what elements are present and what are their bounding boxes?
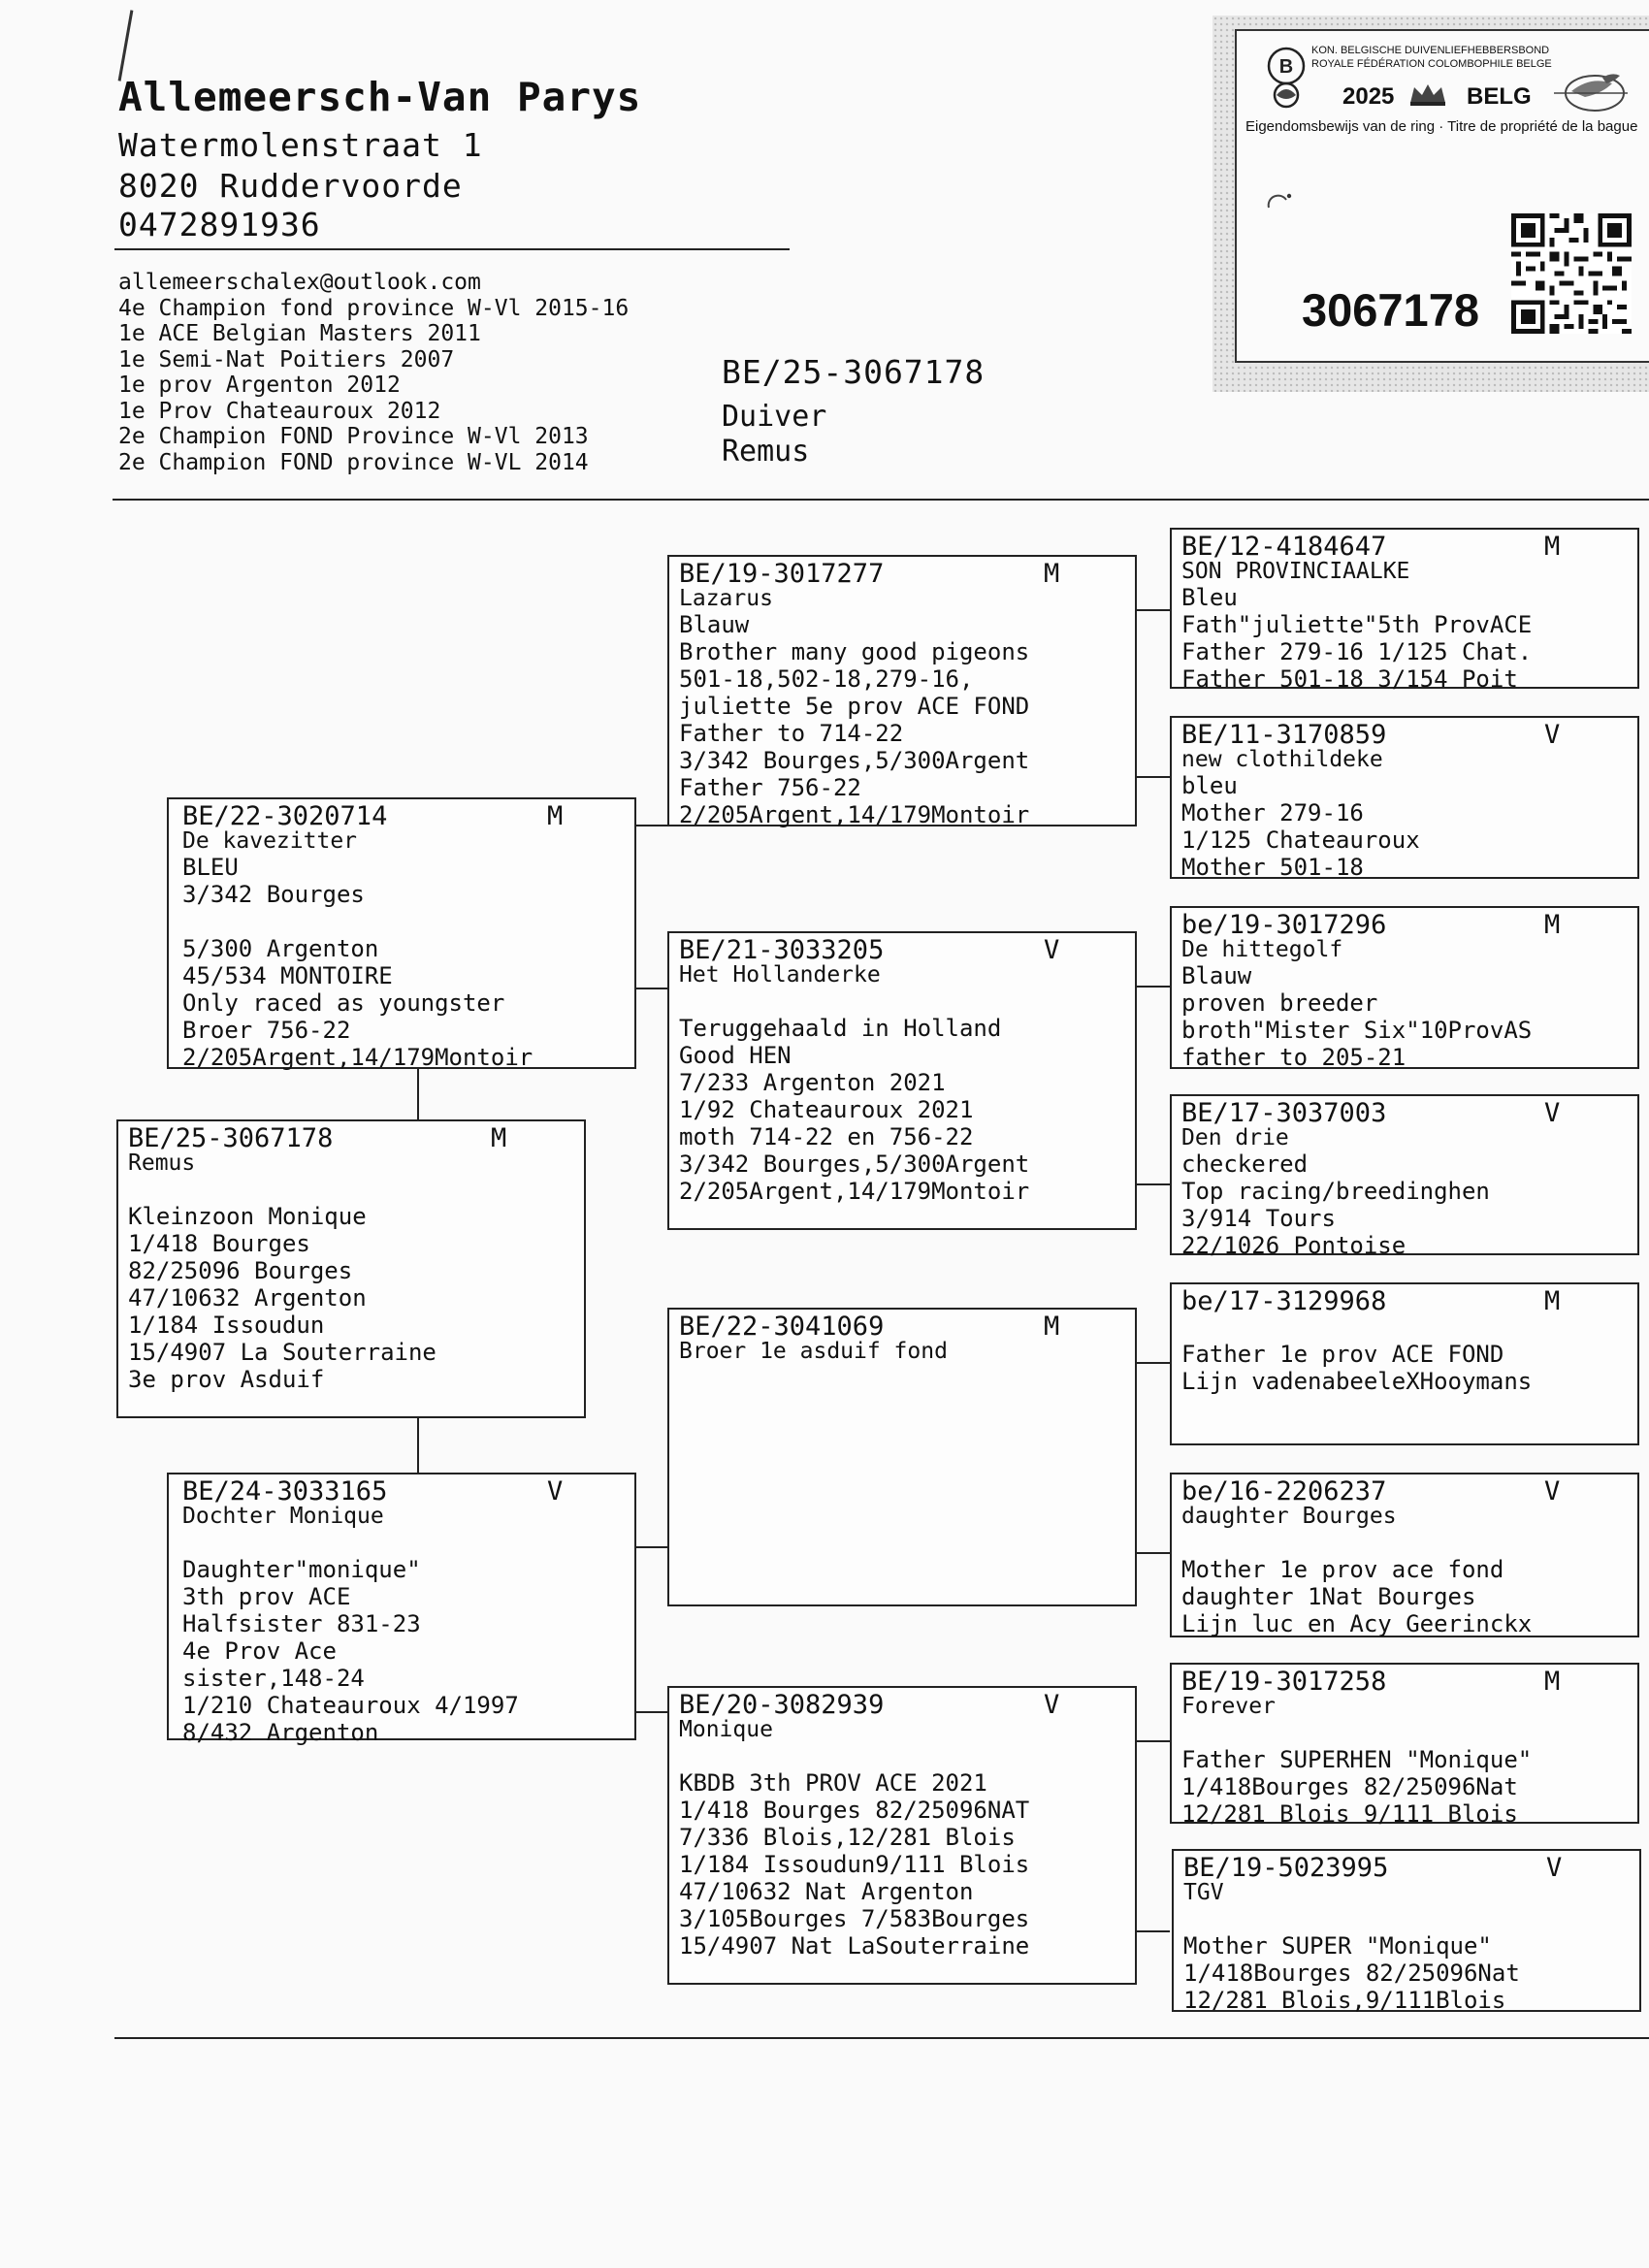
info-line: 1/125 Chateauroux bbox=[1181, 826, 1420, 854]
breeder-email: allemeerschalex@outlook.com bbox=[118, 270, 481, 295]
breeder-city: 8020 Ruddervoorde bbox=[118, 167, 463, 205]
info-line: 5/300 Argenton bbox=[182, 935, 379, 962]
info-line: 1/418Bourges 82/25096Nat bbox=[1183, 1960, 1520, 1987]
sex-marker: V bbox=[1544, 1476, 1561, 1507]
header-divider bbox=[114, 248, 790, 250]
info-line: 8/432 Argenton bbox=[182, 1719, 379, 1746]
sex-marker: M bbox=[1544, 910, 1561, 940]
info-line: 3/342 Bourges bbox=[182, 881, 365, 908]
ring-number: BE/17-3037003 bbox=[1181, 1098, 1387, 1128]
ring-number: be/19-3017296 bbox=[1181, 910, 1387, 940]
ring-number: BE/11-3170859 bbox=[1181, 720, 1387, 750]
sex-marker: M bbox=[491, 1123, 507, 1153]
pedigree-box-ggp-6 bbox=[1170, 1473, 1639, 1637]
info-line: KBDB 3th PROV ACE 2021 bbox=[679, 1769, 987, 1797]
ring-number: BE/21-3033205 bbox=[679, 935, 885, 965]
breeder-name: Allemeersch-Van Parys bbox=[118, 74, 642, 120]
info-line: Blauw bbox=[679, 611, 750, 638]
info-line: Father to 714-22 bbox=[679, 720, 904, 747]
sex-marker: M bbox=[1044, 1312, 1060, 1342]
kbdb-logo-icon bbox=[1263, 45, 1310, 109]
sex-marker: V bbox=[1044, 1690, 1060, 1720]
info-line: daughter 1Nat Bourges bbox=[1181, 1583, 1476, 1610]
breeder-phone: 0472891936 bbox=[118, 206, 321, 243]
info-line bbox=[128, 1176, 574, 1203]
bird-name: TGV bbox=[1183, 1880, 1224, 1905]
info-line: Top racing/breedinghen bbox=[1181, 1178, 1490, 1205]
ring-number: BE/22-3041069 bbox=[679, 1312, 885, 1342]
ring-number: BE/12-4184647 bbox=[1181, 532, 1387, 562]
info-line: 1/418 Bourges bbox=[128, 1230, 310, 1257]
ring-org-dutch: KON. BELGISCHE DUIVENLIEFHEBBERSBOND bbox=[1311, 45, 1550, 56]
ring-number: BE/19-3017277 bbox=[679, 559, 885, 589]
pedigree-top-divider bbox=[113, 499, 1649, 501]
info-line: 2/205Argent,14/179Montoir bbox=[679, 801, 1030, 828]
ring-org-french: ROYALE FÉDÉRATION COLOMBOPHILE BELGE bbox=[1311, 58, 1552, 70]
info-line: 1/418Bourges 82/25096Nat bbox=[1181, 1773, 1518, 1800]
info-line: 3/105Bourges 7/583Bourges bbox=[679, 1905, 1030, 1932]
pedigree-box-sire-sire bbox=[667, 555, 1137, 826]
info-line bbox=[1181, 1719, 1628, 1746]
info-line: 15/4907 Nat LaSouterraine bbox=[679, 1932, 1030, 1960]
info-line: 4e Prov Ace bbox=[182, 1637, 337, 1665]
info-line: 3/914 Tours bbox=[1181, 1205, 1336, 1232]
pedigree-bottom-divider bbox=[114, 2037, 1649, 2039]
info-line: checkered bbox=[1181, 1150, 1309, 1178]
pigeon-name: Remus bbox=[722, 435, 810, 469]
qr-code-icon bbox=[1511, 213, 1632, 334]
ring-number: BE/20-3082939 bbox=[679, 1690, 885, 1720]
ring-certificate-number: 3067178 bbox=[1302, 284, 1479, 336]
pedigree-box-ggp-5 bbox=[1170, 1282, 1639, 1445]
pedigree-box-ggp-8 bbox=[1172, 1849, 1641, 2012]
connector-line bbox=[1137, 1740, 1170, 1742]
bird-name: Forever bbox=[1181, 1694, 1276, 1719]
bird-name: SON PROVINCIAALKE bbox=[1181, 559, 1410, 584]
info-line: Good HEN bbox=[679, 1042, 792, 1069]
info-line: moth 714-22 en 756-22 bbox=[679, 1123, 974, 1150]
sex-marker: V bbox=[1044, 935, 1060, 965]
info-line: sister,148-24 bbox=[182, 1665, 365, 1692]
connector-line bbox=[1137, 1183, 1170, 1185]
bird-name: Den drie bbox=[1181, 1125, 1289, 1150]
info-line: Brother many good pigeons bbox=[679, 638, 1030, 665]
pedigree-box-dam bbox=[167, 1473, 636, 1746]
pedigree-box-subject bbox=[116, 1119, 586, 1418]
breeder-street: Watermolenstraat 1 bbox=[118, 126, 483, 164]
pedigree-box-sire bbox=[167, 797, 636, 1069]
sex-marker: V bbox=[547, 1476, 564, 1507]
info-line: 1/418 Bourges 82/25096NAT bbox=[679, 1797, 1030, 1824]
connector-line bbox=[1137, 776, 1170, 778]
bird-name: Broer 1e asduif fond bbox=[679, 1339, 948, 1364]
connector-line bbox=[634, 825, 667, 826]
achievement-item: 2e Champion FOND province W-VL 2014 bbox=[118, 449, 589, 475]
info-line: Mother 1e prov ace fond bbox=[1181, 1556, 1504, 1583]
info-line: Kleinzoon Monique bbox=[128, 1203, 367, 1230]
ring-year: 2025 bbox=[1342, 83, 1395, 110]
connector-line bbox=[634, 1546, 667, 1548]
info-line: Father 1e prov ACE FOND bbox=[1181, 1341, 1504, 1368]
sex-marker: M bbox=[1544, 1667, 1561, 1697]
bird-name: Het Hollanderke bbox=[679, 962, 881, 988]
sex-marker: M bbox=[1544, 532, 1561, 562]
breeder-info bbox=[118, 270, 629, 475]
connector-line bbox=[1137, 1552, 1170, 1554]
info-line bbox=[1183, 1905, 1630, 1932]
svg-text:B: B bbox=[1278, 56, 1294, 78]
ring-number: BE/19-5023995 bbox=[1183, 1853, 1389, 1883]
ring-number: BE/19-3017258 bbox=[1181, 1667, 1387, 1697]
info-line: bleu bbox=[1181, 772, 1238, 799]
pedigree-box-ggp-3 bbox=[1170, 906, 1639, 1069]
info-line: Bleu bbox=[1181, 584, 1238, 611]
info-line: BLEU bbox=[182, 854, 239, 881]
pedigree-box-dam-dam bbox=[667, 1686, 1137, 1985]
bird-name: Lazarus bbox=[679, 586, 773, 611]
bird-name: De kavezitter bbox=[182, 828, 358, 854]
info-line: 12/281 Blois 9/111 Blois bbox=[1181, 1800, 1518, 1828]
achievement-item: 1e ACE Belgian Masters 2011 bbox=[118, 321, 481, 346]
sex-marker: V bbox=[1544, 720, 1561, 750]
connector-line bbox=[1137, 609, 1170, 611]
achievement-item: 4e Champion fond province W-Vl 2015-16 bbox=[118, 295, 630, 321]
connector-line bbox=[634, 1711, 667, 1713]
info-line: Daughter"monique" bbox=[182, 1556, 421, 1583]
connector-line bbox=[1137, 1930, 1170, 1932]
info-line: Father 279-16 1/125 Chat. bbox=[1181, 638, 1533, 665]
info-line: Only raced as youngster bbox=[182, 989, 505, 1017]
info-line: 1/210 Chateauroux 4/1997 bbox=[182, 1692, 519, 1719]
info-line: Father SUPERHEN "Monique" bbox=[1181, 1746, 1533, 1773]
info-line: Teruggehaald in Holland bbox=[679, 1015, 1002, 1042]
connector-line bbox=[634, 988, 667, 989]
info-line: Halfsister 831-23 bbox=[182, 1610, 421, 1637]
bird-name: Remus bbox=[128, 1150, 196, 1176]
info-line: Broer 756-22 bbox=[182, 1017, 351, 1044]
pedigree-box-dam-sire bbox=[667, 1308, 1137, 1606]
info-line: Mother SUPER "Monique" bbox=[1183, 1932, 1492, 1960]
pedigree-box-ggp-1 bbox=[1170, 528, 1639, 693]
info-line: 47/10632 Nat Argenton bbox=[679, 1878, 974, 1905]
ring-number: BE/22-3020714 bbox=[182, 801, 388, 831]
bird-name: new clothildeke bbox=[1181, 747, 1383, 772]
info-line: father to 205-21 bbox=[1181, 1044, 1406, 1071]
info-line: Father 501-18 3/154 Poit bbox=[1181, 665, 1518, 693]
info-line: Fath"juliette"5th ProvACE bbox=[1181, 611, 1533, 638]
bird-name: Monique bbox=[679, 1717, 773, 1742]
info-line bbox=[182, 1529, 625, 1556]
info-line: Blauw bbox=[1181, 962, 1252, 989]
pedigree-box-ggp-2 bbox=[1170, 716, 1639, 879]
ring-number: BE/24-3033165 bbox=[182, 1476, 388, 1507]
pedigree-box-ggp-7 bbox=[1170, 1663, 1639, 1828]
pedigree-box-sire-dam bbox=[667, 931, 1137, 1230]
punch-hole-icon bbox=[1263, 190, 1292, 219]
info-line: Father 756-22 bbox=[679, 774, 861, 801]
info-line: 3th prov ACE bbox=[182, 1583, 351, 1610]
info-line: 3/342 Bourges,5/300Argent bbox=[679, 1150, 1030, 1178]
sex-marker: V bbox=[1546, 1853, 1563, 1883]
info-line: 501-18,502-18,279-16, bbox=[679, 665, 974, 693]
info-line: Lijn vadenabeeleXHooymans bbox=[1181, 1368, 1533, 1395]
info-line: 2/205Argent,14/179Montoir bbox=[679, 1178, 1030, 1205]
ring-country: BELG bbox=[1467, 83, 1532, 110]
info-line: 82/25096 Bourges bbox=[128, 1257, 353, 1284]
info-line: proven breeder bbox=[1181, 989, 1378, 1017]
crown-icon bbox=[1406, 81, 1449, 107]
info-line: 12/281 Blois,9/111Blois bbox=[1183, 1987, 1506, 2014]
info-line: broth"Mister Six"10ProvAS bbox=[1181, 1017, 1533, 1044]
info-line: 1/92 Chateauroux 2021 bbox=[679, 1096, 974, 1123]
pedigree-box-ggp-4 bbox=[1170, 1094, 1639, 1259]
ring-number: be/17-3129968 bbox=[1181, 1286, 1387, 1316]
sex-marker: M bbox=[547, 801, 564, 831]
info-line: juliette 5e prov ACE FOND bbox=[679, 693, 1030, 720]
info-line bbox=[679, 1742, 1125, 1769]
ring-number: BE/25-3067178 bbox=[128, 1123, 334, 1153]
info-line: Lijn luc en Acy Geerinckx bbox=[1181, 1610, 1533, 1637]
achievement-item: 1e Semi-Nat Poitiers 2007 bbox=[118, 346, 455, 373]
info-line: 3/342 Bourges,5/300Argent bbox=[679, 747, 1030, 774]
bird-name: daughter Bourges bbox=[1181, 1504, 1397, 1529]
connector-line bbox=[1137, 986, 1170, 988]
info-line: 1/184 Issoudun9/111 Blois bbox=[679, 1851, 1030, 1878]
info-line: 47/10632 Argenton bbox=[128, 1284, 367, 1312]
ring-number: be/16-2206237 bbox=[1181, 1476, 1387, 1507]
info-line bbox=[679, 988, 1125, 1015]
pigeon-emblem-icon bbox=[1552, 68, 1630, 114]
pigeon-ring-number: BE/25-3067178 bbox=[722, 353, 986, 391]
sex-marker: M bbox=[1044, 559, 1060, 589]
connector-line bbox=[417, 1418, 419, 1473]
achievement-item: 2e Champion FOND Province W-Vl 2013 bbox=[118, 424, 589, 449]
sex-marker: M bbox=[1544, 1286, 1561, 1316]
info-line: 1/184 Issoudun bbox=[128, 1312, 325, 1339]
info-line: 45/534 MONTOIRE bbox=[182, 962, 393, 989]
sex-marker: V bbox=[1544, 1098, 1561, 1128]
info-line: 3e prov Asduif bbox=[128, 1366, 325, 1393]
info-line: Mother 501-18 bbox=[1181, 854, 1364, 881]
info-line: 7/233 Argenton 2021 bbox=[679, 1069, 946, 1096]
achievement-item: 1e prov Argenton 2012 bbox=[118, 373, 401, 398]
info-line: 7/336 Blois,12/281 Blois bbox=[679, 1824, 1016, 1851]
info-line: 2/205Argent,14/179Montoir bbox=[182, 1044, 534, 1071]
pigeon-type: Duiver bbox=[722, 400, 827, 434]
pen-mark bbox=[118, 10, 134, 81]
bird-name: Dochter Monique bbox=[182, 1504, 384, 1529]
info-line bbox=[1181, 1529, 1628, 1556]
info-line: Mother 279-16 bbox=[1181, 799, 1364, 826]
connector-line bbox=[1137, 1362, 1170, 1364]
bird-name: De hittegolf bbox=[1181, 937, 1343, 962]
info-line: 22/1026 Pontoise bbox=[1181, 1232, 1406, 1259]
ring-certificate-title: Eigendomsbewijs van de ring · Titre de propriété de la bague bbox=[1245, 118, 1638, 135]
info-line bbox=[1181, 1313, 1628, 1341]
info-line: 15/4907 La Souterraine bbox=[128, 1339, 436, 1366]
info-line bbox=[182, 908, 625, 935]
achievement-item: 1e Prov Chateauroux 2012 bbox=[118, 398, 441, 424]
